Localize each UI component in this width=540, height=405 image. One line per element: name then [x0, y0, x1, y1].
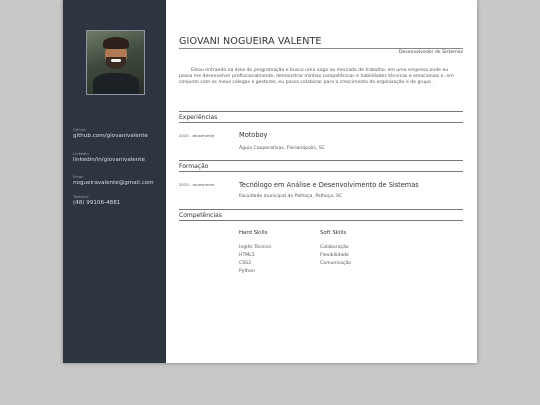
email-link[interactable]: nogueiravalente@gmail.com [73, 180, 154, 186]
job-role: Desenvolvedor de Sistemas [398, 50, 463, 55]
skill-item: CSS3 [239, 261, 251, 266]
soft-skills [320, 230, 351, 268]
skill-item: Flexibilidade [320, 253, 349, 258]
skill-item: Comunicação [320, 261, 352, 266]
section-skills-title: Competências [179, 209, 463, 221]
contact-label: Telefone [73, 195, 89, 199]
sidebar [63, 0, 166, 363]
skill-item: Inglês Técnico [239, 245, 272, 250]
hard-skills [239, 230, 271, 276]
contact-label: Github [73, 128, 86, 132]
contact-label: Email [73, 175, 84, 179]
section-experience-title: Experiências [179, 111, 463, 123]
education-place: Faculdade municipal de Palhoça, Palhoça, SC [239, 194, 343, 199]
contact-email [73, 175, 154, 186]
resume-page [63, 0, 477, 363]
person-name: GIOVANI NOGUEIRA VALENTE [179, 36, 463, 49]
section-education-title: Formação [179, 160, 463, 172]
github-link[interactable]: github.com/giovanivalente [73, 133, 148, 139]
profile-photo [86, 30, 145, 95]
education-date: 2020 - atualmente [179, 182, 215, 187]
skill-item: HTML5 [239, 253, 255, 258]
contact-label: Linkedin [73, 152, 89, 156]
experience-date: 2020 - atualmente [179, 133, 215, 138]
experience-title: Motoboy [239, 131, 268, 139]
skill-item: Python [239, 269, 255, 274]
contact-github [73, 128, 148, 139]
main-content [179, 0, 463, 363]
soft-skills-title: Soft Skills [320, 230, 347, 236]
hard-skills-title: Hard Skills [239, 230, 268, 236]
education-title: Tecnólogo em Análise e Desenvolvimento de Sistemas [239, 181, 419, 189]
profile-summary: Estou entrando na área de programação e busco uma vaga no mercado de trabalho, em uma empresa onde eu possa me desenvolver profissionalmente, demonstrar minhas competências e habilidades técnicas e emocionais e, em conjunto com os meus colegas e gestores, eu possa colaborar para o crescimento da organização e do grupo . [179, 68, 454, 86]
experience-place: Águia Cooperativas, Florianópolis, SC [239, 146, 325, 151]
linkedin-link[interactable]: linkedin/in/giovanivalente [73, 157, 145, 163]
contact-phone [73, 195, 120, 206]
contact-linkedin [73, 152, 145, 163]
skill-item: Colaboração [320, 245, 349, 250]
phone-number: (48) 99106-4881 [73, 200, 121, 206]
